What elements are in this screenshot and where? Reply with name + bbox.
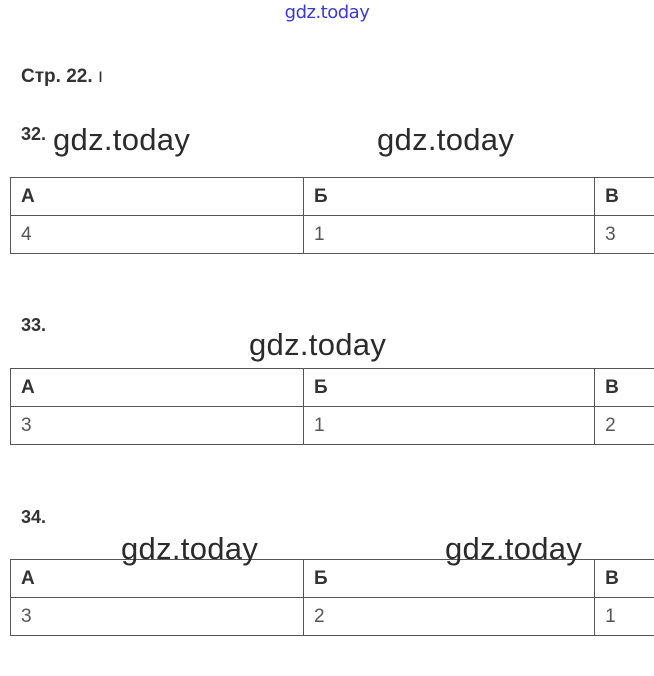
header-cell-b: Б bbox=[304, 369, 595, 407]
task-number-33: 33. bbox=[21, 315, 47, 335]
value-cell-b: 1 bbox=[304, 407, 595, 445]
value-cell-b: 1 bbox=[304, 216, 595, 254]
header-cell-b: Б bbox=[304, 178, 595, 216]
task-number-32: 32. bbox=[21, 124, 47, 144]
watermark: gdz.today bbox=[445, 531, 583, 566]
watermark: gdz.today bbox=[121, 531, 259, 566]
task-number-34: 34. bbox=[21, 507, 47, 527]
table-value-row bbox=[11, 598, 654, 636]
header-cell-v: В bbox=[595, 369, 654, 407]
header-cell-b: Б bbox=[304, 560, 595, 598]
table-value-row bbox=[11, 216, 654, 254]
watermark-top: gdz.today bbox=[284, 2, 370, 23]
value-cell-b: 2 bbox=[304, 598, 595, 636]
watermark: gdz.today bbox=[377, 122, 515, 157]
value-cell-v: 3 bbox=[595, 216, 654, 254]
value-cell-v: 1 bbox=[595, 598, 654, 636]
watermark: gdz.today bbox=[249, 327, 387, 362]
header-cell-a: А bbox=[11, 369, 304, 407]
value-cell-v: 2 bbox=[595, 407, 654, 445]
table-header-row bbox=[11, 178, 654, 216]
value-cell-a: 4 bbox=[11, 216, 304, 254]
value-cell-a: 3 bbox=[11, 407, 304, 445]
page-reference: Стр. 22. ı bbox=[21, 66, 104, 87]
header-cell-a: А bbox=[11, 178, 304, 216]
value-cell-a: 3 bbox=[11, 598, 304, 636]
header-cell-v: В bbox=[595, 560, 654, 598]
header-cell-v: В bbox=[595, 178, 654, 216]
answer-table-33 bbox=[10, 368, 654, 445]
table-header-row bbox=[11, 369, 654, 407]
table-value-row bbox=[11, 407, 654, 445]
answer-table-32 bbox=[10, 177, 654, 254]
watermark: gdz.today bbox=[53, 122, 191, 157]
header-cell-a: А bbox=[11, 560, 304, 598]
answer-table-34 bbox=[10, 559, 654, 636]
